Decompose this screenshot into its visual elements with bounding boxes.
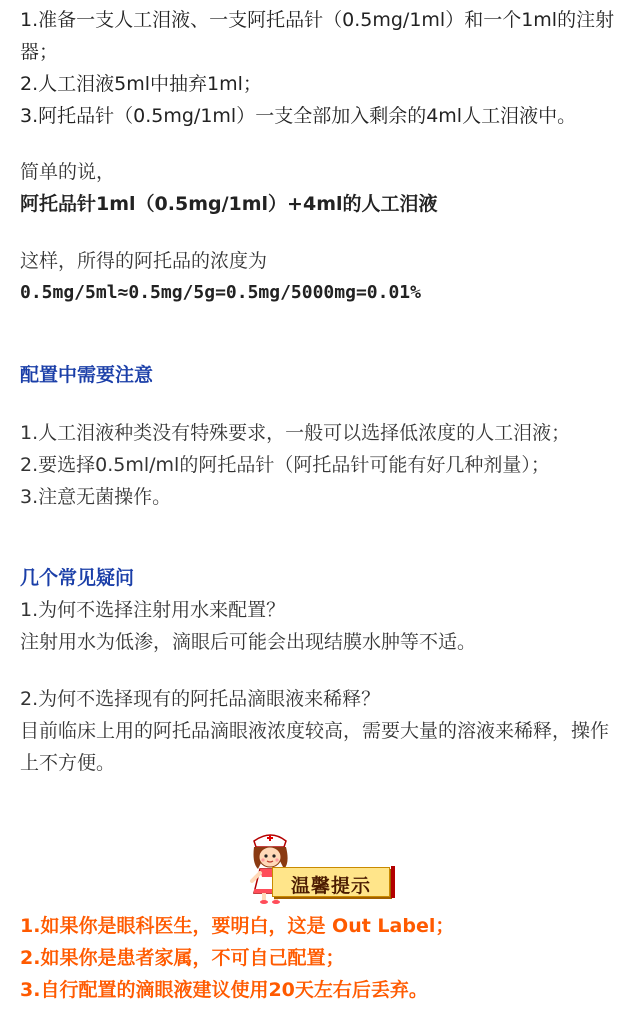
summary-intro: 简单的说， [20, 161, 116, 183]
notes-heading: 配置中需要注意 [20, 364, 154, 386]
faq-answer-2: 目前临床上用的阿托品滴眼液浓度较高，需要大量的溶液来稀释，操作上不方便。 [20, 720, 610, 774]
prep-step-2: 2.人工泪液5ml中抽弃1ml； [20, 73, 262, 95]
tip-item-2: 2.如果你是患者家属，不可自己配置； [20, 947, 345, 969]
tip-badge-label: 温馨提示 [290, 875, 371, 897]
faq-question-1: 1.为何不选择注射用水来配置？ [20, 599, 286, 621]
faq-question-2: 2.为何不选择现有的阿托品滴眼液来稀释？ [20, 688, 381, 710]
faq-answer-1: 注射用水为低渗，滴眼后可能会出现结膜水肿等不适。 [20, 631, 477, 653]
note-item-2: 2.要选择0.5ml/ml的阿托品针（阿托品针可能有好几种剂量）； [20, 454, 550, 476]
note-item-3: 3.注意无菌操作。 [20, 486, 172, 508]
note-item-1: 1.人工泪液种类没有特殊要求，一般可以选择低浓度的人工泪液； [20, 422, 571, 444]
tip-item-3: 3.自行配置的滴眼液建议使用20天左右后丢弃。 [20, 979, 428, 1001]
faq-heading: 几个常见疑问 [20, 567, 135, 589]
tip-badge-box [272, 867, 390, 897]
tip-item-1: 1.如果你是眼科医生，要明白，这是 Out Label； [20, 915, 455, 937]
concentration-intro: 这样，所得的阿托品的浓度为 [20, 250, 268, 272]
prep-step-1: 1.准备一支人工泪液、一支阿托品针（0.5mg/1ml）和一个1ml的注射器； [20, 9, 615, 63]
concentration-formula: 0.5mg/5ml≈0.5mg/5g=0.5mg/5000mg=0.01% [20, 282, 421, 303]
summary-formula: 阿托品针1ml（0.5mg/1ml）+4ml的人工泪液 [20, 193, 438, 215]
prep-step-3: 3.阿托品针（0.5mg/1ml）一支全部加入剩余的4ml人工泪液中。 [20, 105, 577, 127]
tip-badge [246, 831, 396, 905]
